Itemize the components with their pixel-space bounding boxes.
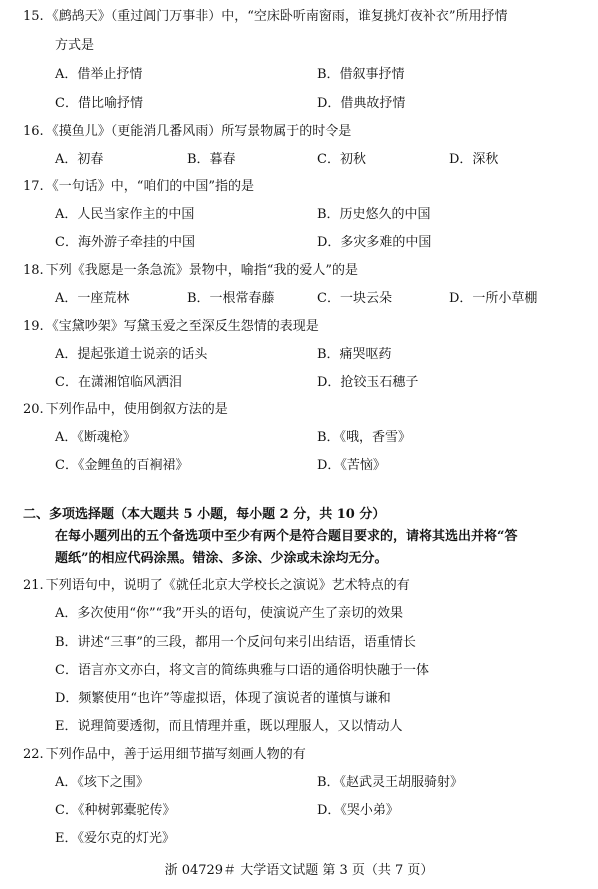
section-instructions-line1: 在每小题列出的五个备选项中至少有两个是符合题目要求的，请将其选出并将“答 — [55, 529, 518, 544]
question-text: 下列《我愿是一条急流》景物中，喻指“我的爱人”的是 — [45, 263, 358, 278]
option-c: C．海外游子牵挂的中国 — [55, 235, 195, 250]
question-21-stem — [23, 577, 410, 595]
option-b: B．暮春 — [187, 152, 236, 167]
question-text: 《摸鱼儿》（更能消几番风雨）所写景物属于的时令是 — [45, 124, 352, 139]
question-text: 下列作品中，善于运用细节描写刻画人物的有 — [45, 747, 306, 762]
section-instructions-line2: 题纸”的相应代码涂黑。错涂、多涂、少涂或未涂均无分。 — [55, 551, 388, 566]
option-d: D．《苦恼》 — [317, 458, 386, 473]
option-b: B．一根常春藤 — [187, 291, 275, 306]
option-a: A．人民当家作主的中国 — [55, 207, 195, 222]
option-a: A．《垓下之围》 — [55, 775, 149, 790]
option-e: E．《爱尔克的灯光》 — [55, 831, 175, 846]
question-text: 《宝黛吵架》写黛玉爱之至深反生怨情的表现是 — [45, 319, 319, 334]
option-b: B．《哦，香雪》 — [317, 430, 412, 445]
question-number: 22. — [23, 747, 44, 762]
question-16-stem — [23, 123, 351, 141]
question-number: 20. — [23, 402, 44, 417]
option-a: A．多次使用“你”“我”开头的语句，使演说产生了亲切的效果 — [55, 606, 403, 621]
option-b: B．《赵武灵王胡服骑射》 — [317, 775, 464, 790]
option-a: A．提起张道士说亲的话头 — [55, 347, 208, 362]
option-b: B．历史悠久的中国 — [317, 207, 431, 222]
option-c: C．语言亦文亦白，将文言的简练典雅与口语的通俗明快融于一体 — [55, 663, 429, 678]
option-e: E．说理简要透彻，而且情理并重，既以理服人，又以情动人 — [55, 719, 403, 734]
question-15-stem-line2: 方式是 — [55, 38, 95, 53]
option-d: D．多灾多难的中国 — [317, 235, 432, 250]
question-20-stem — [23, 401, 228, 419]
question-15-stem-line1 — [23, 8, 507, 26]
question-number: 21. — [23, 578, 44, 593]
question-number: 17. — [23, 179, 44, 194]
option-a: A．初春 — [55, 152, 104, 167]
option-c: C．在潇湘馆临风洒泪 — [55, 375, 182, 390]
question-number: 16. — [23, 124, 44, 139]
option-d: D．《哭小弟》 — [317, 803, 399, 818]
section-heading: 二、多项选择题（本大题共 5 小题，每小题 2 分，共 10 分） — [23, 507, 386, 522]
option-c: C．借比喻抒情 — [55, 96, 143, 111]
question-number: 15. — [23, 9, 44, 24]
question-22-stem — [23, 746, 306, 764]
option-d: D．频繁使用“也许”等虚拟语，体现了演说者的谨慎与谦和 — [55, 691, 391, 706]
question-19-stem — [23, 318, 319, 336]
option-d: D．抢铰玉石穗子 — [317, 375, 419, 390]
option-a: A．一座荒林 — [55, 291, 130, 306]
question-number: 19. — [23, 319, 44, 334]
question-number: 18. — [23, 263, 44, 278]
option-c: C．一块云朵 — [317, 291, 392, 306]
question-text: 《一句话》中，“咱们的中国”指的是 — [45, 179, 254, 194]
option-a: A．《断魂枪》 — [55, 430, 136, 445]
question-text: 《鹧鸪天》（重过阊门万事非）中，“空床卧听南窗雨，谁复挑灯夜补衣”所用抒情 — [45, 9, 508, 24]
option-c: C．《金鲤鱼的百裥裙》 — [55, 458, 189, 473]
question-text: 下列语句中，说明了《就任北京大学校长之演说》艺术特点的有 — [45, 578, 410, 593]
option-a: A．借举止抒情 — [55, 67, 143, 82]
option-d: D．一所小草棚 — [449, 291, 538, 306]
option-d: D．借典故抒情 — [317, 96, 406, 111]
option-c: C．《种树郭橐驼传》 — [55, 803, 176, 818]
question-text: 下列作品中，使用倒叙方法的是 — [45, 402, 228, 417]
question-18-stem — [23, 262, 358, 280]
page-footer: 浙 04729＃ 大学语文试题 第 3 页（共 7 页） — [164, 863, 434, 878]
option-b: B．讲述“三事”的三段，都用一个反问句来引出结语，语重情长 — [55, 635, 416, 650]
option-d: D．深秋 — [449, 152, 499, 167]
option-b: B．痛哭呕药 — [317, 347, 392, 362]
option-b: B．借叙事抒情 — [317, 67, 405, 82]
option-c: C．初秋 — [317, 152, 366, 167]
question-17-stem — [23, 178, 254, 196]
